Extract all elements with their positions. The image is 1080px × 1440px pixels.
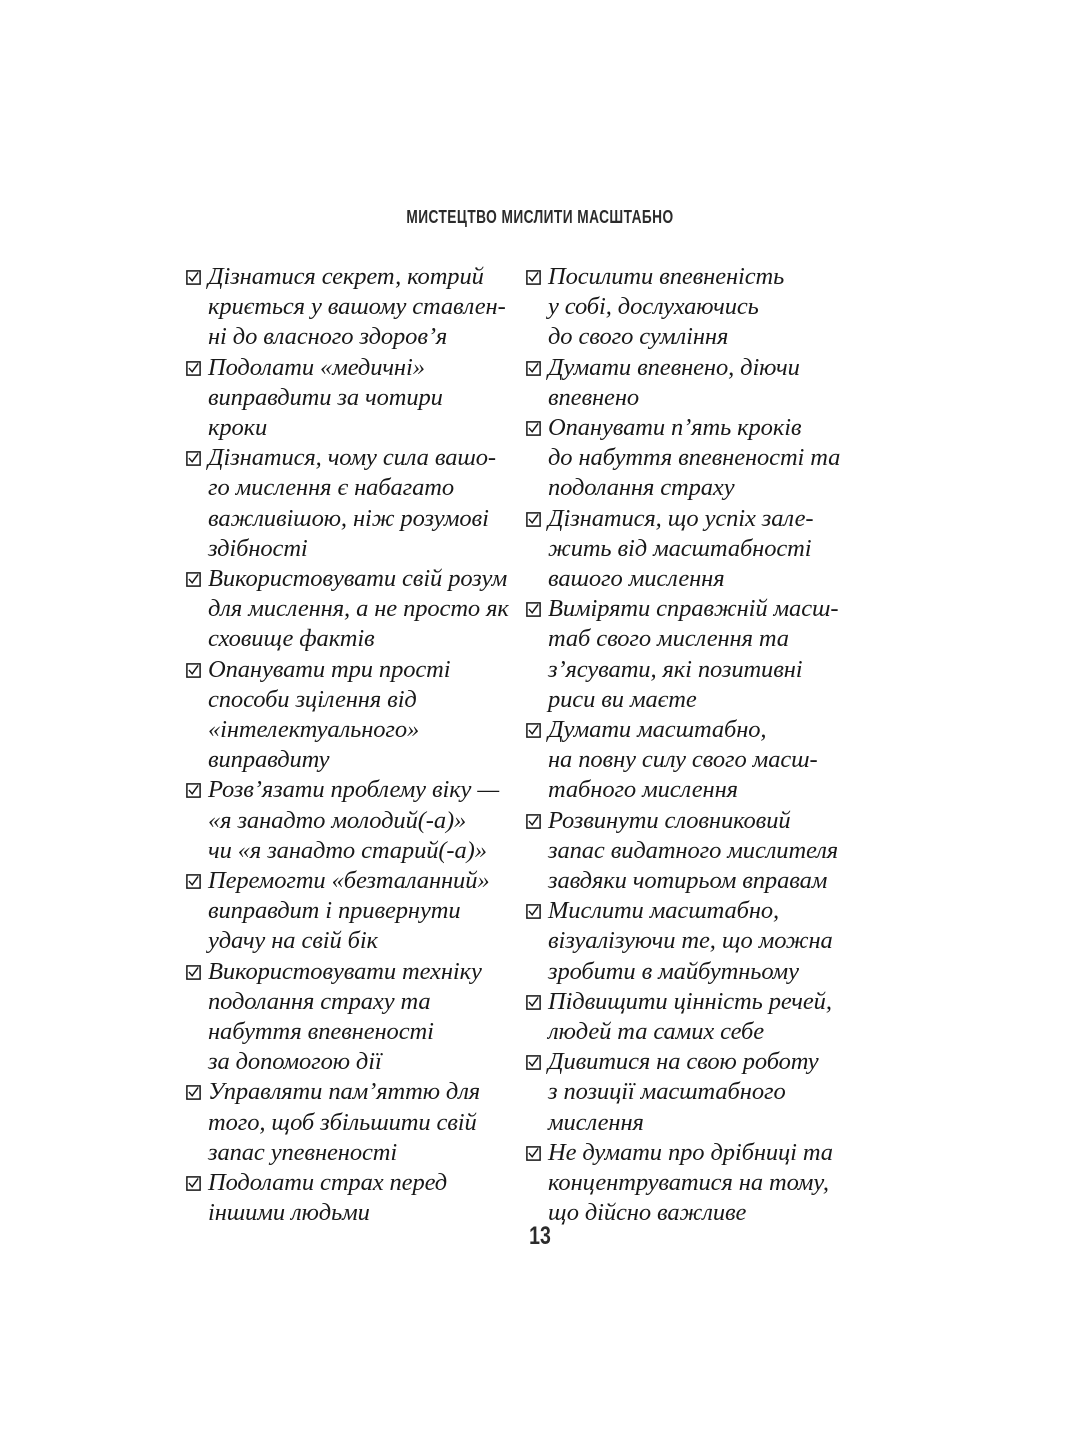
checklist-item[interactable] <box>526 1138 871 1229</box>
checklist-item[interactable] <box>526 353 871 413</box>
checklist-item-line: Опанувати три прості <box>208 655 451 683</box>
checklist-item-line: візуалізуючи те, що можна <box>548 927 833 955</box>
checklist-item[interactable] <box>526 896 871 987</box>
checklist-item-line: впевнено <box>548 383 640 411</box>
checked-checkbox-icon[interactable] <box>186 874 201 889</box>
checked-checkbox-icon[interactable] <box>526 421 541 436</box>
checklist-item-label <box>548 353 871 413</box>
running-head: МИСТЕЦТВО МИСЛИТИ МАСШТАБНО <box>406 206 674 227</box>
checked-checkbox-icon[interactable] <box>526 1146 541 1161</box>
checklist-item-line: Мислити масштабно, <box>548 897 780 925</box>
checked-checkbox-icon[interactable] <box>526 270 541 285</box>
checklist-item-label <box>548 806 871 897</box>
checklist-item[interactable] <box>526 806 871 897</box>
checklist-item-line: вашого мислення <box>548 565 725 593</box>
checklist-item-line: важливішою, ніж розумові <box>208 504 489 532</box>
checklist-item-line: Дізнатися секрет, котрий <box>208 263 484 290</box>
checklist-item-line: запас упевненості <box>208 1138 398 1166</box>
checklist-item-line: у собі, дослухаючись <box>548 293 759 321</box>
checklist-item-label <box>208 866 531 957</box>
checklist-item-line: з’ясувати, які позитивні <box>548 655 803 683</box>
checklist-item-line: Дізнатися, чому сила вашо- <box>208 444 496 472</box>
checked-checkbox-icon[interactable] <box>186 361 201 376</box>
checklist-item-line: Перемогти «безталанний» <box>208 867 490 895</box>
checklist-item-line: Подолати «медичні» <box>208 353 425 381</box>
checklist-item-label <box>548 1047 871 1138</box>
checklist-item[interactable] <box>526 715 871 806</box>
checklist-item-line: Опанувати п’ять кроків <box>548 414 802 442</box>
checklist-item[interactable] <box>526 594 871 715</box>
checklist-item-label <box>208 353 531 444</box>
checklist-item-line: Думати впевнено, діючи <box>548 353 800 381</box>
checklist-item-line: Дізнатися, що успіх зале- <box>548 504 814 532</box>
checklist-item-line: Подолати страх перед <box>208 1169 448 1197</box>
checklist-item-label <box>208 564 531 655</box>
checklist-item-line: за допомогою дії <box>208 1048 382 1076</box>
checked-checkbox-icon[interactable] <box>186 270 201 285</box>
checklist-item-line: Управляти пам’яттю для <box>208 1078 481 1106</box>
checklist-column-right <box>526 262 871 1229</box>
checked-checkbox-icon[interactable] <box>186 451 201 466</box>
checklist-item-label <box>548 896 871 987</box>
checked-checkbox-icon[interactable] <box>186 783 201 798</box>
checklist-item-line: Використовувати свій розум <box>208 565 508 593</box>
checklist-item-line: концентруватися на тому, <box>548 1169 829 1197</box>
checklist-item-line: зробити в майбутньому <box>548 957 799 985</box>
checklist-item-line: набуття впевненості <box>208 1018 434 1046</box>
checklist-item[interactable] <box>526 413 871 504</box>
checked-checkbox-icon[interactable] <box>526 723 541 738</box>
checklist-item-label <box>208 1077 531 1168</box>
checklist-item-label <box>548 413 871 504</box>
checklist-item-line: Розв’язати проблему віку — <box>208 776 500 804</box>
checked-checkbox-icon[interactable] <box>526 814 541 829</box>
checklist-item-label <box>208 1168 531 1228</box>
checklist-item-line: криється у вашому ставлен- <box>208 293 506 321</box>
checklist-item-label <box>208 655 531 776</box>
checked-checkbox-icon[interactable] <box>526 361 541 376</box>
checklist-item-line: Не думати про дрібниці та <box>548 1138 833 1166</box>
checklist-item-line: Розвинути словниковий <box>548 806 791 834</box>
checked-checkbox-icon[interactable] <box>186 965 201 980</box>
checklist-item-line: мислення <box>548 1108 644 1136</box>
checked-checkbox-icon[interactable] <box>526 995 541 1010</box>
checklist-item-line: виправдиту <box>208 746 330 774</box>
checklist-item[interactable] <box>186 866 531 957</box>
checklist-item-line: «я занадто молодий(-а)» <box>208 806 467 834</box>
checklist-item-label <box>208 775 531 866</box>
checklist-item[interactable] <box>186 957 531 1078</box>
checklist-item-line: Підвищити цінність речей, <box>548 987 832 1015</box>
checklist-item-line: іншими людьми <box>208 1199 370 1227</box>
checklist-item-line: людей та самих себе <box>548 1018 765 1046</box>
checked-checkbox-icon[interactable] <box>526 904 541 919</box>
checklist-item-line: ні до власного здоров’я <box>208 323 448 351</box>
checked-checkbox-icon[interactable] <box>526 512 541 527</box>
checked-checkbox-icon[interactable] <box>526 1055 541 1070</box>
checklist-item-line: удачу на свій бік <box>208 927 378 955</box>
checklist-item[interactable] <box>186 1077 531 1168</box>
checklist-item-line: того, щоб збільшити свій <box>208 1108 477 1136</box>
checklist-item-line: таб свого мислення та <box>548 625 789 653</box>
checklist-item-line: табного мислення <box>548 776 738 804</box>
checklist-item-line: сховище фактів <box>208 625 375 653</box>
checklist-item-line: «інтелектуального» <box>208 716 420 744</box>
checklist-item-line: до свого сумління <box>548 323 729 351</box>
checklist-item-label <box>208 443 531 564</box>
checked-checkbox-icon[interactable] <box>186 1085 201 1100</box>
checklist-item-line: на повну силу свого масш- <box>548 746 818 774</box>
checklist-item-line: подолання страху та <box>208 987 431 1015</box>
checklist-item-line: чи «я занадто старий(-а)» <box>208 836 487 864</box>
checklist-item-line: з позиції масштабного <box>548 1078 786 1106</box>
checklist-item-line: запас видатного мислителя <box>548 836 839 864</box>
checklist-item-line: виправдити за чотири <box>208 383 443 411</box>
checklist-item-line: до набуття впевненості та <box>548 444 841 472</box>
checklist-item-line: кроки <box>208 414 268 442</box>
checklist-item[interactable] <box>526 987 871 1047</box>
checklist-item[interactable] <box>186 353 531 444</box>
checklist-columns <box>0 262 1080 1229</box>
checklist-item-line: виправдит і привернути <box>208 897 461 925</box>
checklist-item[interactable] <box>186 655 531 776</box>
checklist-item[interactable] <box>186 443 531 564</box>
checklist-item-line: го мислення є набагато <box>208 474 455 502</box>
checklist-item-label <box>208 262 531 353</box>
checklist-item-line: риси ви маєте <box>548 685 697 713</box>
checklist-item-label <box>548 987 871 1047</box>
checklist-item[interactable] <box>526 262 871 353</box>
checklist-item-line: Виміряти справжній масш- <box>548 595 839 623</box>
checked-checkbox-icon[interactable] <box>186 663 201 678</box>
checklist-item[interactable] <box>186 1168 531 1228</box>
checklist-column-left <box>186 262 531 1229</box>
checklist-item-line: що дійсно важливе <box>548 1199 747 1227</box>
checked-checkbox-icon[interactable] <box>526 602 541 617</box>
checklist-item[interactable] <box>186 262 531 353</box>
checklist-item[interactable] <box>526 504 871 595</box>
checklist-item-label <box>548 1138 871 1229</box>
checklist-item-line: здібності <box>208 534 308 562</box>
checklist-item-line: Думати масштабно, <box>548 716 767 744</box>
checklist-item-line: для мислення, а не просто як <box>208 595 509 623</box>
checklist-item-line: Посилити впевненість <box>548 263 785 290</box>
checklist-item[interactable] <box>526 1047 871 1138</box>
checklist-item-label <box>208 957 531 1078</box>
checklist-item[interactable] <box>186 564 531 655</box>
checklist-item-line: жить від масштабності <box>548 534 812 562</box>
page-number: 13 <box>529 1222 551 1250</box>
checklist-item-line: подолання страху <box>548 474 735 502</box>
checklist-item-line: способи зцілення від <box>208 685 417 713</box>
checklist-item-label <box>548 715 871 806</box>
checklist-item-line: Використовувати техніку <box>208 957 482 985</box>
checked-checkbox-icon[interactable] <box>186 572 201 587</box>
checklist-item-label <box>548 262 871 353</box>
checklist-item-line: Дивитися на свою роботу <box>548 1048 819 1076</box>
checklist-item-line: завдяки чотирьом вправам <box>548 867 828 895</box>
checklist-item[interactable] <box>186 775 531 866</box>
checklist-item-label <box>548 594 871 715</box>
checklist-item-label <box>548 504 871 595</box>
checked-checkbox-icon[interactable] <box>186 1176 201 1191</box>
